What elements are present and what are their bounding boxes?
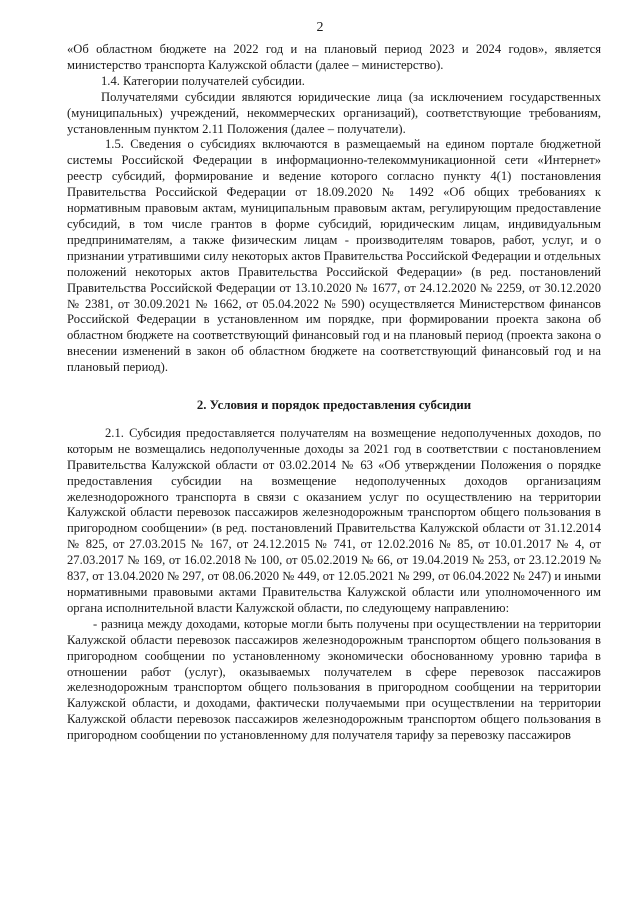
paragraph-continuation: «Об областном бюджете на 2022 год и на плановый период 2023 и 2024 годов», является министерство транспорта Калужской области (далее – министерство). — [67, 42, 601, 72]
paragraph-2-1: 2.1. Субсидия предоставляется получателям на возмещение недополученных доходов, по которым не возмещались недополученные доходы за 2021 год в соответствии с постановлением Правительства Калужской области от 03.02.2014 № 63 «Об утверждении Положения о порядке предоставления субсидии на возмещение недополученных доходов организациям железнодорожного транспорта в связи с оказанием услуг по осуществлению на территории Калужской области перевозок пассажиров железнодорожным транспортом общего пользования в пригородном сообщении» (в ред. постановлений Правительства Калужской области от 31.12.2014 № 825, от 27.03.2015 № 167, от 24.12.2015 № 741, от 12.02.2016 № 85, от 10.01.2017 № 4, от 27.03.2017 № 169, от 16.02.2018 № 100, от 05.02.2019 № 66, от 19.04.2019 № 253, от 23.12.2019 № 837, от 13.04.2020 № 297, от 08.06.2020 № 449, от 12.05.2021 № 299, от 06.04.2022 № 247) и иными нормативными правовыми актами Правительства Калужской области или уполномоченного им органа исполнительной власти Калужской области, по следующему направлению: — [67, 425, 601, 615]
list-item-dash: - разница между доходами, которые могли быть получены при осуществлении на территории Калужской области перевозок пассажиров железнодорожным транспортом общего пользования в пригородном сообщении по установленному экономически обоснованному уровню тарифа в отношении работ (услуг), оказываемых получателем в сфере перевозок пассажиров железнодорожным транспортом общего пользования в пригородном сообщении на территории Калужской области, и доходами, фактически получаемыми при осуществлении на территории Калужской области перевозок пассажиров железнодорожным транспортом общего пользования в пригородном сообщении по установленному для получателя тарифу за перевозку пассажиров — [67, 616, 601, 743]
paragraph-recipients: Получателями субсидии являются юридические лица (за исключением государственных (муниципальных) учреждений, некоммерческих организаций), соответствующие требованиям, установленным пунктом 2.11 Положения (далее – получатели). — [67, 89, 601, 136]
page-number: 2 — [316, 20, 324, 35]
document-body — [67, 42, 601, 744]
paragraph-1-5: 1.5. Сведения о субсидиях включаются в размещаемый на едином портале бюджетной системы Российской Федерации в информационно-телекоммуникационной сети «Интернет» реестр субсидий, формирование и ведение которого согласно пункту 4(1) постановления Правительства Российской Федерации от 18.09.2020 № 1492 «Об общих требованиях к нормативным правовым актам, муниципальным правовым актам, регулирующим предоставление субсидий, в том числе грантов в форме субсидий, юридическим лицам, индивидуальным предпринимателям, а также физическим лицам - производителям товаров, работ, услуг, и о признании утратившими силу некоторых актов Правительства Российской Федерации и отдельных положений некоторых актов Правительства Российской Федерации» (в ред. постановлений Правительства Российской Федерации от 13.10.2020 № 1677, от 24.12.2020 № 2259, от 30.12.2020 № 2381, от 30.09.2021 № 1662, от 05.04.2022 № 590) осуществляется Министерством финансов Российской Федерации в установленном им порядке, при формировании проекта закона об областном бюджете на соответствующий финансовый год и на плановый период (проекта закона о внесении изменений в закон об областном бюджете на соответствующий финансовый год и на плановый период). — [67, 137, 601, 375]
section-heading: 2. Условия и порядок предоставления субсидии — [196, 398, 472, 413]
paragraph-1-4: 1.4. Категории получателей субсидии. — [101, 73, 305, 88]
